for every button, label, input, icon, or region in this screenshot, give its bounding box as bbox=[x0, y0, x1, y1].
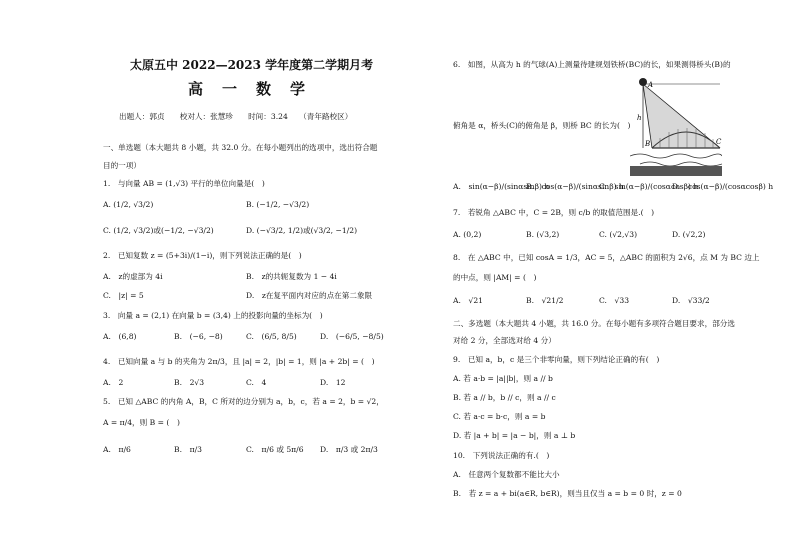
exam-meta: 出题人：郭贞 校对人：张慧珍 时间：3.24 （青年路校区） bbox=[119, 112, 353, 121]
q7-stem: 7. 若锐角 △ABC 中，C = 2B，则 c/b 的取值范围是.( ) bbox=[453, 208, 655, 217]
q4-option-c: C. 4 bbox=[246, 378, 267, 387]
section1-heading-cont: 目的一项） bbox=[103, 161, 141, 170]
q4-option-b: B. 2√3 bbox=[174, 378, 205, 387]
q10-option-a: A. 任意两个复数都不能比大小 bbox=[453, 470, 560, 479]
q4-option-d: D. 12 bbox=[320, 378, 346, 387]
q10-option-b: B. 若 z = a + bi(a∈R, b∈R)，则当且仅当 a = b = 0 时，z = 0 bbox=[453, 489, 682, 498]
q7-option-c: C. (√2,√3) bbox=[599, 230, 638, 239]
fig-label-a: A bbox=[648, 81, 654, 89]
section2-heading: 二、多选题（本大题共 4 小题，共 16.0 分。在每小题有多项符合题目要求，部分选 bbox=[453, 319, 735, 328]
q9-option-a: A. 若 a·b = |a||b|，则 a // b bbox=[453, 374, 553, 383]
q7-option-d: D. (√2,2) bbox=[672, 230, 706, 239]
q6-stem-cont: 俯角是 α，桥头(C)的俯角是 β，则桥 BC 的长为( ) bbox=[453, 121, 631, 130]
q8-stem: 8. 在 △ABC 中，已知 cosA = 1/3，AC = 5，△ABC 的面积为 2√6，点 M 为 BC 边上 bbox=[453, 253, 760, 262]
q6-option-a: A. sin(α−β)/(sinαsinβ) h bbox=[453, 182, 550, 191]
q8-stem-cont: 的中点，则 |AM| = ( ) bbox=[453, 273, 537, 282]
balloon-bridge-figure bbox=[630, 76, 722, 182]
q6-stem: 6. 如图，从高为 h 的气球(A)上测量待建规划铁桥(BC)的长，如果测得桥头(B)的 bbox=[453, 60, 731, 69]
q3-stem: 3. 向量 a = (2,1) 在向量 b = (3,4) 上的投影向量的坐标为( ) bbox=[103, 311, 323, 320]
q5-stem-cont: A = π/4，则 B = ( ) bbox=[103, 418, 180, 427]
q5-option-b: B. π/3 bbox=[174, 445, 202, 454]
q8-option-d: D. √33/2 bbox=[672, 296, 710, 305]
q9-option-c: C. 若 a·c = b·c，则 a = b bbox=[453, 412, 546, 421]
school-title: 太原五中 2022—2023 学年度第二学期月考 bbox=[130, 58, 374, 72]
q2-option-d: D. z在复平面内对应的点在第二象限 bbox=[246, 291, 373, 300]
q2-stem: 2. 已知复数 z = (5+3i)/(1−i)，则下列说法正确的是( ) bbox=[103, 251, 302, 260]
q8-option-b: B. √21/2 bbox=[526, 296, 564, 305]
q6-option-d: D. cos(α−β)/(cosαcosβ) h bbox=[672, 182, 774, 191]
q4-stem: 4. 已知向量 a 与 b 的夹角为 2π/3，且 |a| = 2，|b| = 1，则 |a + 2b| = ( ) bbox=[103, 357, 375, 366]
q9-option-b: B. 若 a // b，b // c，则 a // c bbox=[453, 393, 556, 402]
section1-heading: 一、单选题（本大题共 8 小题，共 32.0 分。在每小题列出的选项中，选出符合题 bbox=[103, 143, 378, 152]
q5-option-c: C. π/6 或 5π/6 bbox=[246, 445, 304, 454]
q10-stem: 10. 下列说法正确的有.( ) bbox=[453, 451, 550, 460]
q2-option-b: B. z的共轭复数为 1 − 4i bbox=[246, 272, 337, 281]
q7-option-b: B. (√3,2) bbox=[526, 230, 560, 239]
q3-option-d: D. (−6/5, −8/5) bbox=[320, 332, 384, 341]
q1-option-a: A. (1/2, √3/2) bbox=[103, 200, 154, 209]
section2-heading-cont: 对给 2 分，全部选对给 4 分） bbox=[453, 336, 556, 345]
q3-option-b: B. (−6, −8) bbox=[174, 332, 223, 341]
q9-option-d: D. 若 |a + b| = |a − b|，则 a ⊥ b bbox=[453, 431, 576, 440]
q7-option-a: A. (0,2) bbox=[453, 230, 482, 239]
q3-option-a: A. (6,8) bbox=[103, 332, 137, 341]
q8-option-c: C. √33 bbox=[599, 296, 630, 305]
q6-option-b: B. cos(α−β)/(sinαsinβ) h bbox=[526, 182, 624, 191]
q2-option-a: A. z的虚部为 4i bbox=[103, 272, 163, 281]
q5-option-d: D. π/3 或 2π/3 bbox=[320, 445, 378, 454]
q9-stem: 9. 已知 a，b，c 是三个非零向量，则下列结论正确的有( ) bbox=[453, 355, 660, 364]
q6-option-c: C. sin(α−β)/(cosαcosβ) h bbox=[599, 182, 699, 191]
q5-stem: 5. 已知 △ABC 的内角 A，B，C 所对的边分别为 a，b，c，若 a = 2，b = √2， bbox=[103, 397, 384, 406]
q1-option-d: D. (−√3/2, 1/2)或(√3/2, −1/2) bbox=[246, 226, 358, 235]
q3-option-c: C. (6/5, 8/5) bbox=[246, 332, 297, 341]
subject-title: 高 一 数 学 bbox=[188, 80, 308, 98]
q1-option-b: B. (−1/2, −√3/2) bbox=[246, 200, 310, 209]
q4-option-a: A. 2 bbox=[103, 378, 124, 387]
fig-label-h: h bbox=[637, 114, 642, 122]
q1-stem: 1. 与向量 AB = (1,√3) 平行的单位向量是( ) bbox=[103, 179, 265, 188]
q1-option-c: C. (1/2, √3/2)或(−1/2, −√3/2) bbox=[103, 226, 214, 235]
q5-option-a: A. π/6 bbox=[103, 445, 131, 454]
fig-label-c: C bbox=[716, 138, 722, 146]
q2-option-c: C. |z| = 5 bbox=[103, 291, 144, 300]
fig-label-b: B bbox=[645, 140, 651, 148]
q8-option-a: A. √21 bbox=[453, 296, 483, 305]
